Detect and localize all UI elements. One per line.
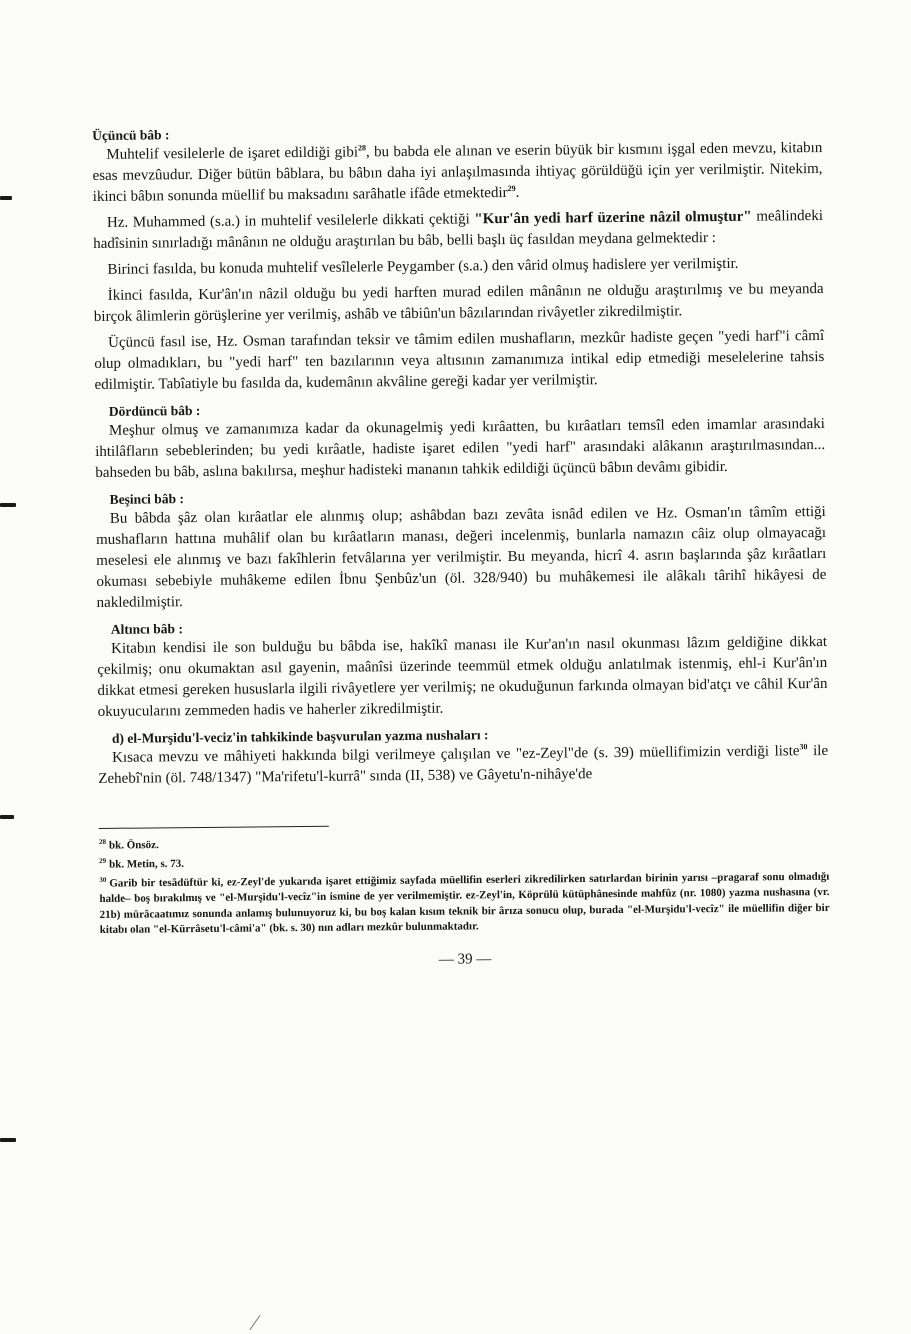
footnote: $^{29}$ bk. Metin, s. 73. [99, 857, 185, 871]
section-third-chapter [92, 119, 825, 396]
emphasized-quote: "Kur'ân yedi harf üzerine nâzil olmuştur" [474, 208, 752, 228]
footnotes [99, 828, 830, 939]
section-heading: Dördüncü bâb : [108, 402, 201, 419]
paragraph: Birinci fasılda, bu konuda muhtelif vesîlelerle Peygamber (s.a.) den vârid olmuş hadislere yer verilmiştir. [107, 255, 739, 278]
footnote: $^{30}$ Garib bir tesâdüftür ki, ez-Zeyl'de yukarıda işaret ettiğimiz sayfada müellifin eserleri zikredilirken satırlardan birinin yarısı –pragaraf sonu olmadığı halde– boş bırakılmış ve "el-Murşidu'l-vecîz"in ismine de yer verilmemiştir. ez-Zeyl'in, Köprülü kütüphânesinde mahfûz (nr. 1080) yazma nushasına (vr. 21b) mürâcaatımız sonunda anlamış bulunuyoruz ki, bu boş kalan kısım teknik bir ârıza sonucu olup, burada "el-Murşidu'l-vecîz" ile müellifin diğer bir kitabı olan "el-Kürrâsetu'l-câmi'a" (bk. s. 30) nın adları mezkûr bulunmaktadır. [99, 870, 830, 937]
paragraph: Muhtelif vesilelerle de işaret edildiği gibi$^{28}$, bu babda ele alınan ve eserin büyük bir kısmını işgal eden mevzu, kitabın esas mevzûudur. Diğer bütün bâblara, bu bâbın daha iyi anlaşılmasında ihtiyaç görüldüğü için yer verilmiştir. Nitekim, ikinci bâbın sonunda müellif bu maksadını sarâhatle ifâde etmektedir$^{29}$. [92, 139, 823, 205]
footnote-ref[interactable]: 29 [507, 183, 516, 194]
scan-mark [0, 1138, 16, 1142]
footnote-ref[interactable]: 30 [799, 742, 808, 752]
section-heading: Altıncı bâb : [110, 621, 183, 637]
footnote-mark: 30 [99, 876, 107, 885]
section-sixth-chapter [97, 613, 828, 723]
book-page [92, 113, 830, 972]
footnote-ref[interactable]: 28 [357, 143, 366, 153]
section-heading: Beşinci bâb : [109, 491, 184, 507]
paragraph: Kitabın kendisi ile son bulduğu bu bâbda ise, hakîkî manası ile Kur'an'ın nasıl okunması lâzım geldiğine dikkat çekilmiş; onu okumaktan asıl gayenin, maânîsi üzerinde teemmül etmek olduğu anlatılmak istenmiş, ehl-i Kur'ân'ın dikkat etmesi gereken hususlarla ilgili rivâyetlere yer verilmiş; ne okuduğunun farkında olmayan bid'atçı ve câhil Kur'ân okuyucularını zemmeden hadis ve haherler zikredilmiştir. [97, 633, 828, 720]
section-manuscripts [98, 722, 829, 790]
scan-mark [0, 503, 16, 507]
paragraph: Hz. Muhammed (s.a.) in muhtelif vesilelerle dikkati çektiği "Kur'ân yedi harf üzerine nâzil olmuştur" meâlindeki hadîsinin sınırladığı mânânın ne olduğu araştırılan bu bâb, belli başlı üç fasıldan meydana gelmektedir : [93, 207, 824, 252]
stray-pen-mark [249, 1315, 260, 1330]
footnote-mark: 29 [99, 857, 107, 866]
section-heading: Üçüncü bâb : [92, 127, 170, 143]
paragraph: Üçüncü fasıl ise, Hz. Osman tarafından teksir ve tâmim edilen mushafların, mezkûr hadiste geçen "yedi harf"i câmî olup olmadıkları, bu "yedi harf" ten bazılarının veya altısının zamanımıza intikal edip etmediği meselelerine tahsis edilmiştir. Tabîatiyle bu fasılda da, kudemânın akvâline gereği kadar yer verilmiştir. [94, 327, 825, 393]
paragraph: İkinci fasılda, Kur'ân'ın nâzil olduğu bu yedi harften murad edilen mânânın ne olduğu araştırılmış ve bu meyanda birçok âlimlerin görüşlerine yer verilmiş, ashâb ve tâbiûn'un bâzılarından rivâyetler zikredilmiştir. [93, 280, 824, 325]
footnote-divider [99, 826, 329, 829]
paragraph: Meşhur olmuş ve zamanımıza kadar da okunagelmiş yedi kırâatten, bu kırâatları temsîl eden imamlar arasındaki ihtilâfların sebeblerinden; bu yedi kırâatle, hadiste işaret edilen "yedi harf" arasındaki alâkanın araştırılmasından... bahseden bu bâb, aslına bakılırsa, meşhur hadisteki mananın tahkik edildiği üçüncü bâbın devâmı gibidir. [95, 415, 826, 481]
page-number: — 39 — [438, 951, 492, 968]
footnote-mark: 28 [98, 837, 106, 846]
section-fourth-chapter [95, 395, 826, 484]
footnote: $^{28}$ bk. Önsöz. [98, 837, 159, 852]
paragraph: Kısaca mevzu ve mâhiyeti hakkında bilgi verilmeye çalışılan ve "ez-Zeyl"de (s. 39) müellifimizin verdiği liste$^{30}$ ile Zehebî'nin (öl. 748/1347) "Ma'rifetu'l-kurrâ" sında (II, 538) ve Gâyetu'n-nihâye'de [98, 742, 829, 787]
paragraph: Bu bâbda şâz olan kırâatlar ele alınmış olup; ashâbdan bazı zevâta isnâd edilen ve Hz. Osman'ın tâmîm ettiği mushafların hattına muhâlif olan bu kırâatların manası, değeri incelenmiş, bunlarla namazın câiz olup olmayacağı meselesi ele alınmış ve bazı fakîhlerin fetvâlarına yer verilmiştir. Bu meyanda, hicrî 4. asrın başlarında şâz kırâatları okuması sebebiyle muhâkeme edilen İbnu Şenbûz'un (öl. 328/940) bu muhâkemesi ile alâkalı târihî hikâyesi de nakledilmiştir. [95, 503, 827, 611]
section-fifth-chapter [96, 483, 827, 614]
scan-mark [0, 815, 14, 819]
section-heading: d) el-Murşidu'l-veciz'in tahkikinde başvurulan yazma nushaları : [111, 727, 489, 746]
scan-mark [0, 196, 12, 200]
